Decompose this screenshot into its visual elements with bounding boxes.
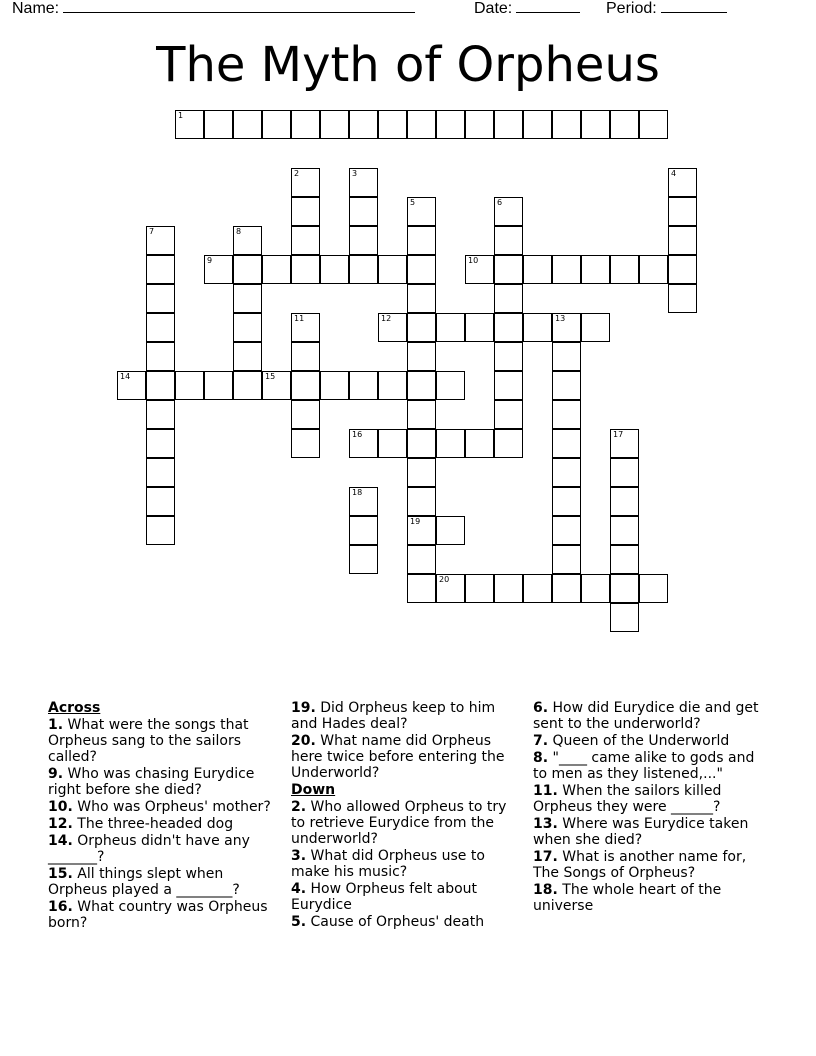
- cell-number: 6: [497, 198, 503, 207]
- grid-cell[interactable]: [407, 545, 436, 574]
- grid-cell[interactable]: [610, 603, 639, 632]
- grid-cell[interactable]: [407, 255, 436, 284]
- grid-cell[interactable]: [494, 284, 523, 313]
- grid-cell[interactable]: [407, 197, 436, 226]
- grid-cell[interactable]: [291, 313, 320, 342]
- grid-cell[interactable]: [436, 313, 465, 342]
- clue-text: The whole heart of the universe: [533, 882, 722, 914]
- clue-number: 3.: [291, 848, 307, 864]
- grid-cell[interactable]: [494, 574, 523, 603]
- clue-text: Did Orpheus keep to him and Hades deal?: [291, 700, 496, 732]
- grid-cell[interactable]: [349, 516, 378, 545]
- grid-cell[interactable]: [494, 226, 523, 255]
- cell-number: 5: [410, 198, 416, 207]
- grid-cell[interactable]: [494, 342, 523, 371]
- grid-cell[interactable]: [146, 284, 175, 313]
- grid-cell[interactable]: [262, 255, 291, 284]
- grid-cell[interactable]: [610, 110, 639, 139]
- name-label: Name:: [12, 0, 60, 17]
- grid-cell[interactable]: [146, 342, 175, 371]
- clue-item: [48, 799, 280, 815]
- grid-cell[interactable]: [117, 371, 146, 400]
- clue-item: [48, 766, 280, 798]
- clue-text: How did Eurydice die and get sent to the underworld?: [533, 700, 759, 732]
- grid-cell[interactable]: [146, 458, 175, 487]
- grid-cell[interactable]: [262, 110, 291, 139]
- clue-item: [533, 733, 765, 749]
- clue-item: [291, 799, 523, 847]
- cell-number: 18: [352, 488, 363, 497]
- grid-cell[interactable]: [146, 487, 175, 516]
- grid-cell[interactable]: [291, 110, 320, 139]
- grid-cell[interactable]: [407, 284, 436, 313]
- clue-number: 7.: [533, 733, 549, 749]
- grid-cell[interactable]: [610, 255, 639, 284]
- clue-number: 18.: [533, 882, 558, 898]
- grid-cell[interactable]: [349, 197, 378, 226]
- grid-cell[interactable]: [494, 429, 523, 458]
- grid-cell[interactable]: [639, 574, 668, 603]
- clue-text: What were the songs that Orpheus sang to the sailors called?: [48, 717, 249, 765]
- clue-item: [48, 816, 280, 832]
- grid-cell[interactable]: [552, 458, 581, 487]
- clue-number: 15.: [48, 866, 73, 882]
- cell-number: 7: [149, 227, 155, 236]
- grid-cell[interactable]: [291, 371, 320, 400]
- grid-cell[interactable]: [204, 110, 233, 139]
- cell-number: 2: [294, 169, 300, 178]
- grid-cell[interactable]: [407, 226, 436, 255]
- clue-number: 20.: [291, 733, 316, 749]
- grid-cell[interactable]: [233, 284, 262, 313]
- grid-cell[interactable]: [378, 110, 407, 139]
- clue-number: 9.: [48, 766, 64, 782]
- grid-cell[interactable]: [407, 429, 436, 458]
- clue-text: Who allowed Orpheus to try to retrieve Eurydice from the underworld?: [291, 799, 507, 847]
- grid-cell[interactable]: [436, 429, 465, 458]
- grid-cell[interactable]: [552, 371, 581, 400]
- grid-cell[interactable]: [581, 110, 610, 139]
- grid-cell[interactable]: [291, 255, 320, 284]
- clue-number: 1.: [48, 717, 64, 733]
- grid-cell[interactable]: [436, 516, 465, 545]
- grid-cell[interactable]: [436, 371, 465, 400]
- grid-cell[interactable]: [668, 255, 697, 284]
- clue-item: [48, 717, 280, 765]
- grid-cell[interactable]: [523, 313, 552, 342]
- grid-cell[interactable]: [610, 487, 639, 516]
- clue-number: 17.: [533, 849, 558, 865]
- grid-cell[interactable]: [233, 255, 262, 284]
- grid-cell[interactable]: [436, 574, 465, 603]
- grid-cell[interactable]: [378, 313, 407, 342]
- grid-cell[interactable]: [552, 400, 581, 429]
- grid-cell[interactable]: [349, 371, 378, 400]
- clue-text: Queen of the Underworld: [548, 733, 730, 749]
- grid-cell[interactable]: [146, 516, 175, 545]
- grid-cell[interactable]: [291, 197, 320, 226]
- grid-cell[interactable]: [378, 429, 407, 458]
- clue-number: 11.: [533, 783, 558, 799]
- clue-number: 8.: [533, 750, 549, 766]
- clue-text: "____ came alike to gods and to men as they listened,...": [533, 750, 755, 782]
- clue-text: All things slept when Orpheus played a ________?: [48, 866, 240, 898]
- cell-number: 4: [671, 169, 677, 178]
- grid-cell[interactable]: [552, 313, 581, 342]
- grid-cell[interactable]: [349, 255, 378, 284]
- date-label: Date:: [474, 0, 513, 17]
- clue-item: [291, 881, 523, 913]
- clue-number: 10.: [48, 799, 73, 815]
- clue-item: [291, 914, 523, 930]
- grid-cell[interactable]: [291, 342, 320, 371]
- grid-cell[interactable]: [581, 574, 610, 603]
- grid-cell[interactable]: [668, 284, 697, 313]
- cell-number: 16: [352, 430, 363, 439]
- clue-item: [533, 750, 765, 782]
- grid-cell[interactable]: [233, 342, 262, 371]
- clue-number: 2.: [291, 799, 307, 815]
- grid-cell[interactable]: [146, 429, 175, 458]
- cell-number: 10: [468, 256, 479, 265]
- grid-cell[interactable]: [494, 110, 523, 139]
- clue-item: [533, 882, 765, 914]
- grid-cell[interactable]: [407, 110, 436, 139]
- clue-number: 14.: [48, 833, 73, 849]
- grid-cell[interactable]: [552, 342, 581, 371]
- clue-item: [533, 783, 765, 815]
- clue-number: 19.: [291, 700, 316, 716]
- clue-item: [48, 866, 280, 898]
- grid-cell[interactable]: [436, 110, 465, 139]
- grid-cell[interactable]: [407, 371, 436, 400]
- across-clue-list-continued: [291, 700, 523, 781]
- grid-cell[interactable]: [291, 226, 320, 255]
- clue-item: [533, 849, 765, 881]
- down-heading: Down: [291, 782, 336, 798]
- grid-cell[interactable]: [320, 110, 349, 139]
- clue-number: 4.: [291, 881, 307, 897]
- grid-cell[interactable]: [204, 255, 233, 284]
- grid-cell[interactable]: [610, 574, 639, 603]
- grid-cell[interactable]: [349, 545, 378, 574]
- down-clue-list-continued: [533, 700, 765, 914]
- clue-text: Who was chasing Eurydice right before she died?: [48, 766, 255, 798]
- cell-number: 17: [613, 430, 624, 439]
- clue-text: What name did Orpheus here twice before entering the Underworld?: [291, 733, 505, 781]
- clue-text: Orpheus didn't have any _______?: [48, 833, 250, 865]
- grid-cell[interactable]: [175, 110, 204, 139]
- grid-cell[interactable]: [465, 429, 494, 458]
- clue-number: 13.: [533, 816, 558, 832]
- clue-item: [533, 700, 765, 732]
- grid-cell[interactable]: [378, 371, 407, 400]
- grid-cell[interactable]: [146, 226, 175, 255]
- clues-column-3: [533, 700, 765, 915]
- cell-number: 14: [120, 372, 131, 381]
- grid-cell[interactable]: [610, 516, 639, 545]
- clue-number: 16.: [48, 899, 73, 915]
- clue-text: Who was Orpheus' mother?: [72, 799, 271, 815]
- grid-cell[interactable]: [146, 371, 175, 400]
- clue-number: 12.: [48, 816, 73, 832]
- clue-text: Where was Eurydice taken when she died?: [533, 816, 749, 848]
- clue-item: [291, 848, 523, 880]
- grid-cell[interactable]: [204, 371, 233, 400]
- clue-item: [48, 833, 280, 865]
- grid-cell[interactable]: [349, 487, 378, 516]
- grid-cell[interactable]: [407, 342, 436, 371]
- cell-number: 1: [178, 111, 184, 120]
- cell-number: 20: [439, 575, 450, 584]
- grid-cell[interactable]: [291, 400, 320, 429]
- grid-cell[interactable]: [407, 400, 436, 429]
- grid-cell[interactable]: [233, 371, 262, 400]
- clue-item: [291, 733, 523, 781]
- clue-item: [533, 816, 765, 848]
- grid-cell[interactable]: [494, 313, 523, 342]
- across-clue-list: [48, 717, 280, 931]
- grid-cell[interactable]: [552, 429, 581, 458]
- grid-cell[interactable]: [291, 168, 320, 197]
- grid-cell[interactable]: [552, 516, 581, 545]
- clue-text: The three-headed dog: [72, 816, 234, 832]
- grid-cell[interactable]: [581, 313, 610, 342]
- grid-cell[interactable]: [146, 400, 175, 429]
- grid-cell[interactable]: [552, 110, 581, 139]
- grid-cell[interactable]: [407, 574, 436, 603]
- grid-cell[interactable]: [668, 197, 697, 226]
- grid-cell[interactable]: [378, 255, 407, 284]
- cell-number: 9: [207, 256, 213, 265]
- grid-cell[interactable]: [668, 168, 697, 197]
- grid-cell[interactable]: [407, 487, 436, 516]
- cell-number: 15: [265, 372, 276, 381]
- grid-cell[interactable]: [349, 429, 378, 458]
- clue-text: What country was Orpheus born?: [48, 899, 268, 931]
- across-heading: Across: [48, 700, 101, 716]
- cell-number: 11: [294, 314, 305, 323]
- grid-cell[interactable]: [581, 255, 610, 284]
- clue-text: How Orpheus felt about Eurydice: [291, 881, 478, 913]
- cell-number: 3: [352, 169, 358, 178]
- grid-cell[interactable]: [146, 313, 175, 342]
- grid-cell[interactable]: [465, 255, 494, 284]
- grid-cell[interactable]: [465, 313, 494, 342]
- grid-cell[interactable]: [407, 458, 436, 487]
- grid-cell[interactable]: [407, 516, 436, 545]
- grid-cell[interactable]: [407, 313, 436, 342]
- grid-cell[interactable]: [349, 226, 378, 255]
- clue-number: 5.: [291, 914, 307, 930]
- grid-cell[interactable]: [320, 371, 349, 400]
- clue-item: [48, 899, 280, 931]
- grid-cell[interactable]: [175, 371, 204, 400]
- grid-cell[interactable]: [291, 429, 320, 458]
- grid-cell[interactable]: [494, 197, 523, 226]
- grid-cell[interactable]: [552, 545, 581, 574]
- clue-text: What did Orpheus use to make his music?: [291, 848, 485, 880]
- cell-number: 13: [555, 314, 566, 323]
- clue-item: [291, 700, 523, 732]
- down-clue-list: [291, 799, 523, 930]
- grid-cell[interactable]: [610, 458, 639, 487]
- grid-cell[interactable]: [349, 110, 378, 139]
- cell-number: 19: [410, 517, 421, 526]
- grid-cell[interactable]: [639, 255, 668, 284]
- grid-cell[interactable]: [494, 371, 523, 400]
- grid-cell[interactable]: [552, 574, 581, 603]
- period-label: Period:: [606, 0, 657, 17]
- grid-cell[interactable]: [465, 574, 494, 603]
- grid-cell[interactable]: [523, 255, 552, 284]
- grid-cell[interactable]: [494, 400, 523, 429]
- grid-cell[interactable]: [610, 545, 639, 574]
- cell-number: 8: [236, 227, 242, 236]
- grid-cell[interactable]: [146, 255, 175, 284]
- clue-text: What is another name for, The Songs of Orpheus?: [533, 849, 747, 881]
- clue-number: 6.: [533, 700, 549, 716]
- grid-cell[interactable]: [233, 226, 262, 255]
- grid-cell[interactable]: [523, 574, 552, 603]
- grid-cell[interactable]: [465, 110, 494, 139]
- grid-cell[interactable]: [233, 110, 262, 139]
- grid-cell[interactable]: [523, 110, 552, 139]
- grid-cell[interactable]: [552, 487, 581, 516]
- clues-column-1: [48, 700, 280, 932]
- clue-text: Cause of Orpheus' death: [306, 914, 485, 930]
- grid-cell[interactable]: [639, 110, 668, 139]
- cell-number: 12: [381, 314, 392, 323]
- grid-cell[interactable]: [349, 168, 378, 197]
- grid-cell[interactable]: [320, 255, 349, 284]
- grid-cell[interactable]: [552, 255, 581, 284]
- clues-column-2: [291, 700, 523, 931]
- grid-cell[interactable]: [610, 429, 639, 458]
- grid-cell[interactable]: [233, 313, 262, 342]
- grid-cell[interactable]: [494, 255, 523, 284]
- page-title: The Myth of Orpheus: [156, 37, 660, 93]
- clue-text: When the sailors killed Orpheus they were ______?: [533, 783, 722, 815]
- grid-cell[interactable]: [668, 226, 697, 255]
- grid-cell[interactable]: [262, 371, 291, 400]
